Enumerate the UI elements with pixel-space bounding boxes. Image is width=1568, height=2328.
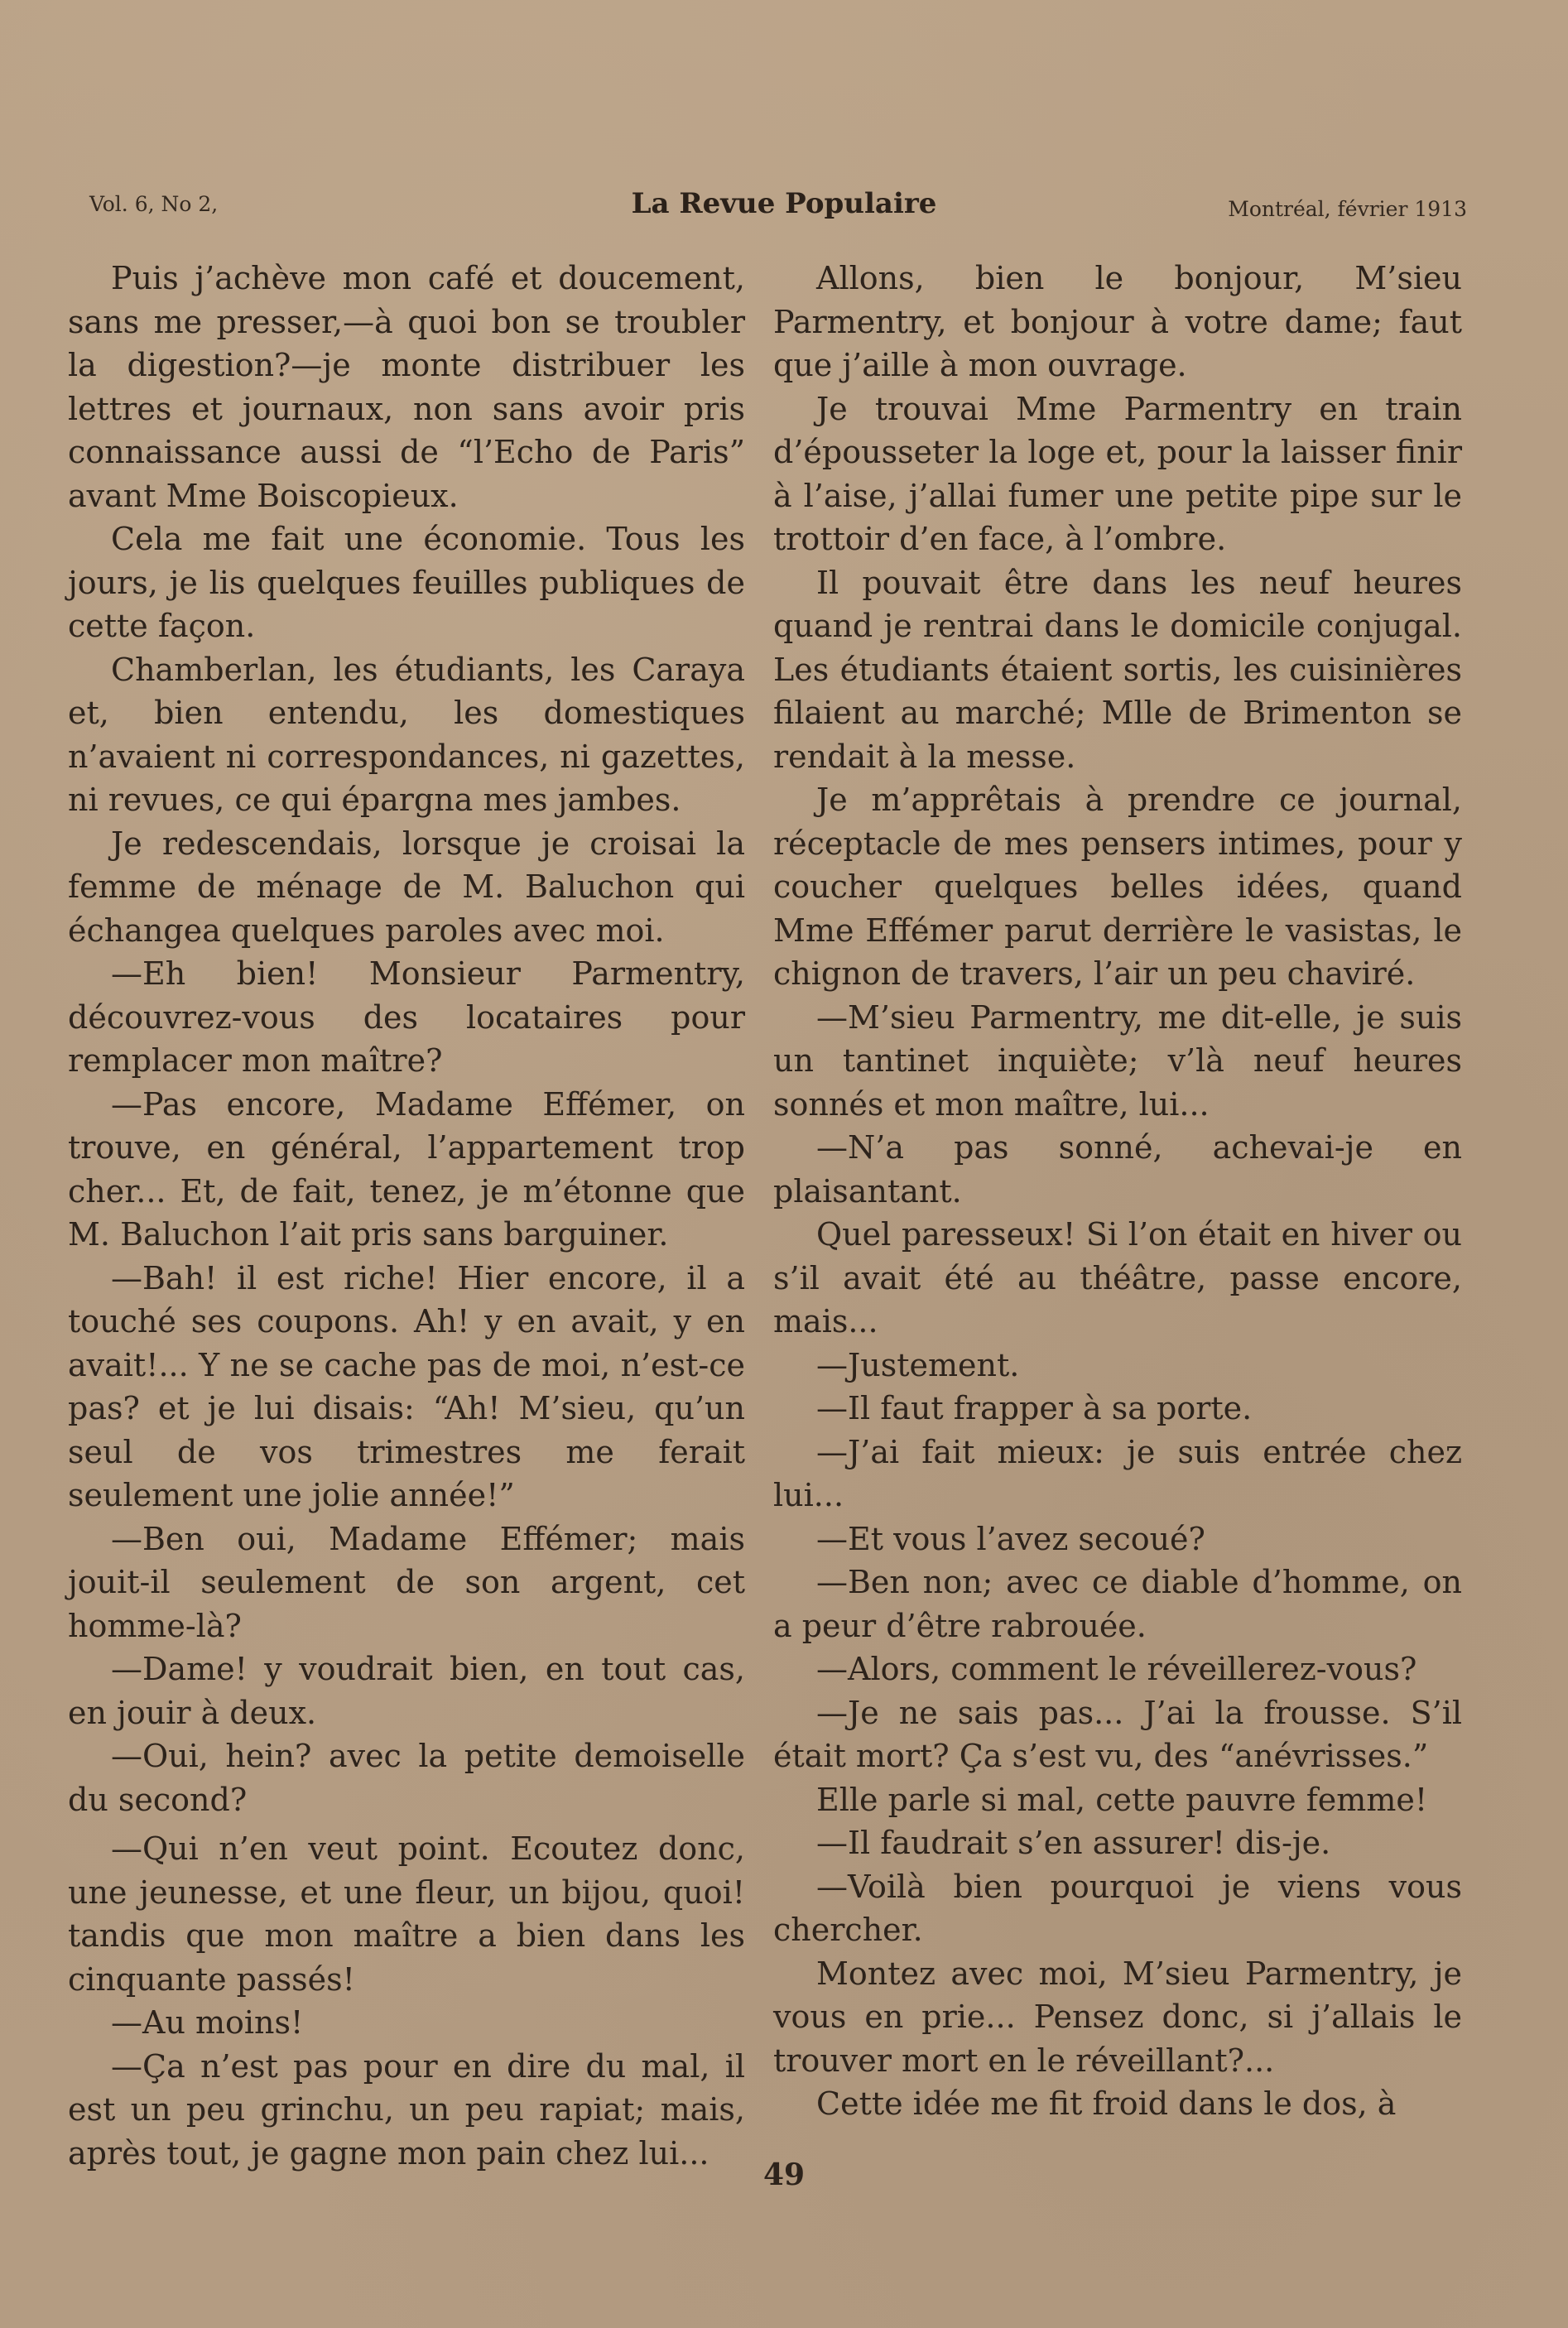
paragraph: —Je ne sais pas... J’ai la frousse. S’il était mort? Ça s’est vu, des “anévrisses.” [773, 1694, 1462, 1774]
volume-number: Vol. 6, No 2, [89, 192, 219, 216]
place-date: Montréal, février 1913 [1228, 197, 1467, 221]
paragraph: —N’a pas sonné, achevai-je en plaisantant. [773, 1129, 1462, 1210]
paragraph: —Qui n’en veut point. Ecoutez donc, une jeunesse, et une fleur, un bijou, quoi! tandis que mon maître a bien dans les cinquante passés! [68, 1830, 745, 1998]
paragraph: Je m’apprêtais à prendre ce journal, réceptacle de mes pensers intimes, pour y coucher quelques belles idées, quand Mme Effémer parut derrière le vasistas, le chignon de travers, l’air un peu chaviré. [773, 782, 1462, 992]
paragraph: —Ça n’est pas pour en dire du mal, il est un peu grinchu, un peu rapiat; mais, après tout, je gagne mon pain chez lui... [68, 2047, 745, 2172]
magazine-title: La Revue Populaire [631, 187, 937, 220]
paragraph: —Oui, hein? avec la petite demoiselle du second? [68, 1738, 745, 1818]
paragraph: —Dame! y voudrait bien, en tout cas, en jouir à deux. [68, 1651, 745, 1731]
paragraph: —J’ai fait mieux: je suis entrée chez lui... [773, 1433, 1462, 1513]
paragraph: Cette idée me fit froid dans le dos, à [816, 2085, 1397, 2122]
paragraph: Quel paresseux! Si l’on était en hiver ou s’il avait été au théâtre, passe encore, mais... [773, 1216, 1462, 1340]
paragraph: —Eh bien! Monsieur Parmentry, découvrez-vous des locataires pour remplacer mon maître? [68, 955, 745, 1079]
paragraph: —Au moins! [111, 2004, 304, 2041]
paragraph: —Et vous l’avez secoué? [816, 1520, 1205, 1557]
paragraph: Il pouvait être dans les neuf heures quand je rentrai dans le domicile conjugal. Les étudiants étaient sortis, les cuisinières filaient au marché; Mlle de Brimenton se rendait à la messe. [773, 564, 1462, 775]
paragraph: —Voilà bien pourquoi je viens vous chercher. [773, 1868, 1462, 1948]
paragraph: Elle parle si mal, cette pauvre femme! [816, 1781, 1428, 1818]
paragraph: —Pas encore, Madame Effémer, on trouve, en général, l’appartement trop cher... Et, de fait, tenez, je m’étonne que M. Baluchon l’ait pris sans barguiner. [68, 1085, 745, 1253]
right-column [773, 257, 1462, 2126]
paragraph: Allons, bien le bonjour, M’sieu Parmentry, et bonjour à votre dame; faut que j’aille à mon ouvrage. [773, 260, 1462, 383]
paragraph: —Il faudrait s’en assurer! dis-je. [816, 1825, 1331, 1861]
paragraph: Chamberlan, les étudiants, les Caraya et, bien entendu, les domestiques n’avaient ni correspondances, ni gazettes, ni revues, ce qui épargna mes jambes. [68, 651, 745, 818]
left-column [68, 257, 745, 2175]
paragraph: —Il faut frapper à sa porte. [816, 1390, 1253, 1426]
paragraph: Je redescendais, lorsque je croisai la femme de ménage de M. Baluchon qui échangea quelques paroles avec moi. [68, 825, 745, 949]
paragraph: Je trouvai Mme Parmentry en train d’épousseter la loge et, pour la laisser finir à l’aise, j’allai fumer une petite pipe sur le trottoir d’en face, à l’ombre. [773, 390, 1462, 557]
paragraph: —Ben oui, Madame Effémer; mais jouit-il seulement de son argent, cet homme-là? [68, 1520, 745, 1644]
paragraph: —Justement. [816, 1346, 1020, 1383]
page-number: 49 [762, 2157, 806, 2192]
running-header [0, 187, 1568, 233]
paragraph: Cela me fait une économie. Tous les jours, je lis quelques feuilles publiques de cette façon. [68, 521, 745, 644]
paragraph: Montez avec moi, M’sieu Parmentry, je vous en prie... Pensez donc, si j’allais le trouver mort en le réveillant?... [773, 1955, 1462, 2079]
paragraph: —Ben non; avec ce diable d’homme, on a peur d’être rabrouée. [773, 1564, 1462, 1644]
paragraph: —Alors, comment le réveillerez-vous? [816, 1651, 1417, 1687]
paragraph: —Bah! il est riche! Hier encore, il a touché ses coupons. Ah! y en avait, y en avait!... Y ne se cache pas de moi, n’est-ce pas? et je lui disais: “Ah! M’sieu, qu’un seul de vos trimestres me ferait seulement une jolie année!” [68, 1259, 745, 1513]
paragraph: —M’sieu Parmentry, me dit-elle, je suis un tantinet inquiète; v’là neuf heures sonnés et mon maître, lui... [773, 998, 1462, 1123]
paragraph: Puis j’achève mon café et doucement, sans me presser,—à quoi bon se troubler la digestion?—je monte distribuer les lettres et journaux, non sans avoir pris connaissance aussi de “l’Echo de Paris” avant Mme Boiscopieux. [68, 260, 745, 514]
